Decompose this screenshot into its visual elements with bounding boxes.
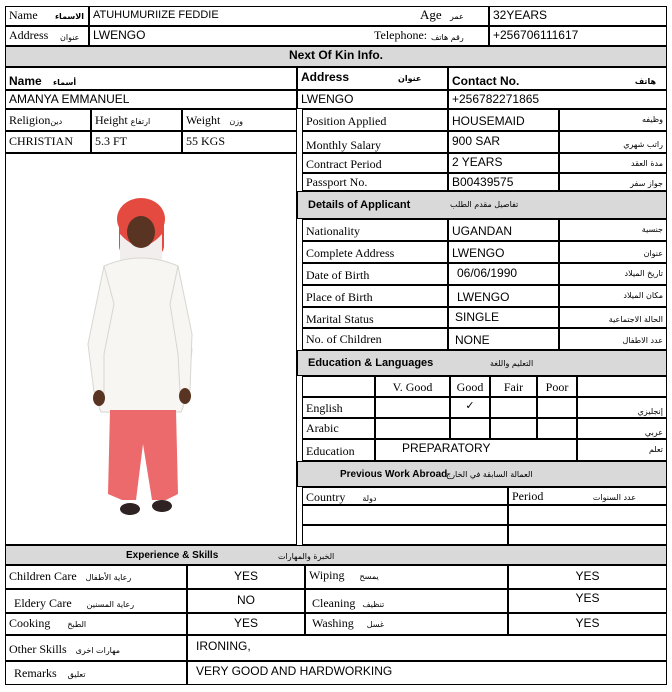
previous-work-header [297, 461, 667, 487]
education-label-cell [302, 439, 375, 461]
name-label-cell [5, 6, 89, 26]
position-applied-label: Position Applied [306, 114, 387, 128]
complete-address-label: Complete Address [306, 246, 395, 260]
monthly-salary-ar-cell [559, 131, 667, 153]
cleaning-value-cell [508, 589, 667, 613]
edu-header-blank [302, 376, 375, 397]
english-ar: إنجليزي [637, 407, 663, 416]
children-care-label-cell [5, 565, 187, 589]
complete-address-label-cell [302, 241, 448, 263]
applicant-photo-frame [5, 153, 297, 545]
english-fair-cell [490, 397, 537, 418]
eldery-care-label-ar: رعاية المسنين [86, 600, 135, 609]
religion-value-cell [5, 131, 91, 153]
place-of-birth-ar-cell [559, 285, 667, 307]
height-value: 5.3 FT [95, 134, 128, 148]
period-label: Period [512, 489, 544, 503]
arabic-label-cell [302, 418, 375, 439]
children-care-value: YES [233, 569, 258, 583]
name-label: Name [9, 8, 38, 22]
weight-label-ar: وزن [229, 117, 243, 126]
no-of-children-ar: عدد الاطفال [622, 336, 663, 345]
english-label-cell [302, 397, 375, 418]
details-of-applicant-title: Details of Applicant [308, 199, 411, 211]
remarks-label: Remarks [14, 666, 57, 680]
date-of-birth-value-cell [448, 263, 559, 285]
phone-label-ar: رقم هاتف [431, 33, 464, 42]
place-of-birth-label-cell [302, 285, 448, 307]
english-check-mark: ✓ [465, 399, 475, 412]
period-value-cell-2 [508, 525, 667, 545]
arabic-vgood-cell [375, 418, 450, 439]
english-label: English [306, 401, 343, 415]
eldery-care-label-cell [5, 589, 187, 613]
marital-status-label: Marital Status [306, 312, 374, 326]
passport-no-ar-cell [559, 173, 667, 191]
children-care-value-cell [187, 565, 305, 589]
education-ar-cell [577, 439, 667, 461]
nationality-label: Nationality [306, 224, 360, 238]
weight-label: Weight [186, 113, 221, 127]
cooking-value-cell [187, 613, 305, 635]
monthly-salary-value-cell [448, 131, 559, 153]
cooking-label-cell [5, 613, 187, 635]
position-applied-label-cell [302, 109, 448, 131]
edu-col-vgood-label: V. Good [392, 380, 433, 394]
other-skills-value: IRONING, [196, 639, 251, 653]
eldery-care-label: Eldery Care [14, 596, 72, 610]
phone-label: Telephone: [374, 28, 428, 42]
education-value: PREPARATORY [402, 441, 491, 455]
religion-label: Religion [9, 113, 51, 127]
country-label-ar: دولة [362, 494, 377, 503]
kin-contact-value: +256782271865 [452, 92, 540, 106]
height-label-cell [91, 109, 182, 131]
complete-address-ar: عنوان [643, 249, 663, 258]
kin-name-value-cell [5, 90, 297, 109]
education-value-cell [375, 439, 577, 461]
height-label-ar: ارتفاع [130, 117, 151, 126]
cleaning-label-ar: تنظيف [362, 600, 385, 609]
age-label-ar: عمر [450, 12, 464, 21]
remarks-value-cell [187, 661, 667, 685]
marital-status-value-cell [448, 307, 559, 328]
english-ar-cell [577, 397, 667, 418]
name-value-cell [89, 6, 489, 26]
period-value-cell-1 [508, 505, 667, 525]
washing-label-ar: غسل [366, 620, 385, 629]
name-label-ar: الاسماء [54, 12, 84, 21]
date-of-birth-value: 06/06/1990 [457, 266, 518, 280]
children-care-label: Children Care [9, 569, 77, 583]
kin-address-label: Address [301, 70, 350, 84]
previous-work-title-ar: العمالة السابقة في الخارج [446, 470, 533, 479]
contract-period-value: 2 YEARS [452, 155, 503, 169]
education-languages-header [297, 350, 667, 376]
cleaning-label: Cleaning [312, 596, 356, 610]
remarks-label-cell [5, 661, 187, 685]
address-label: Address [9, 28, 49, 42]
kin-address-value: LWENGO [301, 92, 354, 106]
edu-col-good-label: Good [456, 380, 484, 394]
place-of-birth-value-cell [448, 285, 559, 307]
marital-status-label-cell [302, 307, 448, 328]
english-poor-cell [537, 397, 577, 418]
position-applied-value: HOUSEMAID [452, 114, 525, 128]
address-label-cell [5, 26, 89, 46]
country-label: Country [306, 490, 346, 504]
weight-label-cell [182, 109, 297, 131]
experience-skills-title-ar: الخبرة والمهارات [278, 552, 335, 561]
monthly-salary-label: Monthly Salary [306, 138, 381, 152]
passport-no-label: Passport No. [306, 175, 368, 189]
next-of-kin-header [5, 46, 667, 67]
period-label-cell [508, 487, 667, 505]
cooking-label-ar: الطبخ [67, 620, 87, 629]
address-value: LWENGO [93, 28, 146, 42]
edu-col-poor-label: Poor [545, 380, 569, 394]
nationality-label-cell [302, 219, 448, 241]
position-applied-ar: وظيفه [642, 115, 663, 124]
position-applied-ar-cell [559, 109, 667, 131]
monthly-salary-value: 900 SAR [452, 134, 501, 148]
details-of-applicant-title-ar: تفاصيل مقدم الطلب [450, 200, 519, 209]
wiping-label-cell [305, 565, 508, 589]
eldery-care-value: NO [237, 593, 255, 607]
other-skills-label: Other Skills [9, 642, 67, 656]
phone-value-cell [489, 26, 667, 46]
contract-period-label: Contract Period [306, 157, 382, 171]
contract-period-ar: مدة العقد [631, 159, 663, 168]
kin-address-value-cell [297, 90, 448, 109]
edu-col-blank-right [577, 376, 667, 397]
previous-work-title: Previous Work Abroad [340, 469, 448, 480]
religion-label-cell [5, 109, 91, 131]
passport-no-value-cell [448, 173, 559, 191]
other-skills-value-cell [187, 635, 667, 661]
passport-no-value: B00439575 [452, 175, 514, 189]
experience-skills-header [5, 545, 667, 565]
no-of-children-value: NONE [455, 333, 490, 347]
other-skills-label-ar: مهارات اخرى [75, 646, 121, 655]
kin-contact-label-cell [448, 67, 667, 90]
kin-contact-label: Contact No. [452, 74, 520, 88]
education-languages-title: Education & Languages [308, 357, 434, 369]
kin-contact-label-ar: هاتف [634, 77, 656, 86]
height-label: Height [95, 113, 128, 127]
country-label-cell [302, 487, 508, 505]
date-of-birth-label-cell [302, 263, 448, 285]
address-label-ar: عنوان [60, 33, 80, 42]
other-skills-label-cell [5, 635, 187, 661]
marital-status-value: SINGLE [455, 310, 500, 324]
address-value-cell [89, 26, 489, 46]
cleaning-label-cell [305, 589, 508, 613]
arabic-ar: عربي [644, 428, 663, 437]
kin-contact-value-cell [448, 90, 667, 109]
wiping-value-cell [508, 565, 667, 589]
complete-address-value-cell [448, 241, 559, 263]
date-of-birth-label: Date of Birth [306, 268, 370, 282]
edu-col-fair-label: Fair [503, 380, 524, 394]
place-of-birth-label: Place of Birth [306, 290, 373, 304]
edu-col-vgood [375, 376, 450, 397]
wiping-label: Wiping [309, 568, 345, 582]
name-value: ATUHUMURIIZE FEDDIE [93, 9, 219, 21]
age-value: 32YEARS [493, 8, 548, 22]
complete-address-ar-cell [559, 241, 667, 263]
applicant-photo [6, 154, 296, 544]
no-of-children-value-cell [448, 328, 559, 350]
kin-name-value: AMANYA EMMANUEL [9, 92, 130, 106]
date-of-birth-ar: تاريخ الميلاد [624, 269, 663, 278]
country-value-cell-1 [302, 505, 508, 525]
nationality-value-cell [448, 219, 559, 241]
details-of-applicant-header [297, 191, 667, 219]
place-of-birth-ar: مكان الميلاد [623, 291, 663, 300]
kin-name-label: Name [9, 74, 42, 88]
monthly-salary-label-cell [302, 131, 448, 153]
phone-value: +256706111617 [493, 28, 579, 42]
religion-value: CHRISTIAN [9, 134, 74, 148]
date-of-birth-ar-cell [559, 263, 667, 285]
no-of-children-ar-cell [559, 328, 667, 350]
education-languages-title-ar: التعليم واللغة [490, 359, 534, 368]
passport-no-label-cell [302, 173, 448, 191]
education-ar: تعلم [648, 445, 663, 454]
arabic-ar-cell [577, 418, 667, 439]
arabic-poor-cell [537, 418, 577, 439]
cooking-value: YES [233, 616, 258, 630]
wiping-label-ar: يمسح [359, 572, 379, 581]
passport-no-ar: جواز سفر [630, 179, 663, 188]
monthly-salary-ar: راتب شهري [623, 140, 663, 149]
weight-value-cell [182, 131, 297, 153]
period-label-ar: عدد السنوات [592, 493, 636, 502]
english-good-cell [450, 397, 490, 418]
next-of-kin-title: Next Of Kin Info. [289, 48, 383, 62]
eldery-care-value-cell [187, 589, 305, 613]
place-of-birth-value: LWENGO [457, 290, 510, 304]
religion-label-ar: دين [50, 117, 63, 126]
weight-value: 55 KGS [186, 134, 226, 148]
no-of-children-label-cell [302, 328, 448, 350]
washing-value: YES [575, 616, 600, 630]
no-of-children-label: No. of Children [306, 332, 382, 346]
edu-col-poor [537, 376, 577, 397]
marital-status-ar: الحالة الاجتماعية [608, 315, 663, 324]
education-label: Education [306, 444, 355, 458]
english-vgood-cell [375, 397, 450, 418]
washing-value-cell [508, 613, 667, 635]
children-care-label-ar: رعاية الأطفال [85, 573, 132, 582]
arabic-fair-cell [490, 418, 537, 439]
kin-name-label-cell [5, 67, 297, 90]
cleaning-value: YES [575, 591, 600, 605]
position-applied-value-cell [448, 109, 559, 131]
arabic-good-cell [450, 418, 490, 439]
kin-name-label-ar: أسماء [53, 78, 77, 87]
marital-status-ar-cell [559, 307, 667, 328]
kin-address-label-cell [297, 67, 448, 90]
edu-col-fair [490, 376, 537, 397]
contract-period-label-cell [302, 153, 448, 173]
contract-period-ar-cell [559, 153, 667, 173]
height-value-cell [91, 131, 182, 153]
washing-label: Washing [312, 616, 354, 630]
experience-skills-title: Experience & Skills [126, 550, 219, 561]
age-value-cell [489, 6, 667, 26]
arabic-label: Arabic [306, 421, 339, 435]
complete-address-value: LWENGO [452, 246, 505, 260]
age-label: Age [420, 7, 442, 22]
edu-col-good [450, 376, 490, 397]
country-value-cell-2 [302, 525, 508, 545]
nationality-ar: جنسية [641, 225, 663, 234]
remarks-value: VERY GOOD AND HARDWORKING [196, 664, 393, 678]
nationality-ar-cell [559, 219, 667, 241]
kin-address-label-ar: عنوان [398, 74, 422, 83]
washing-label-cell [305, 613, 508, 635]
wiping-value: YES [575, 569, 600, 583]
nationality-value: UGANDAN [452, 224, 513, 238]
contract-period-value-cell [448, 153, 559, 173]
cooking-label: Cooking [9, 616, 51, 630]
remarks-label-ar: تعليق [67, 670, 86, 679]
